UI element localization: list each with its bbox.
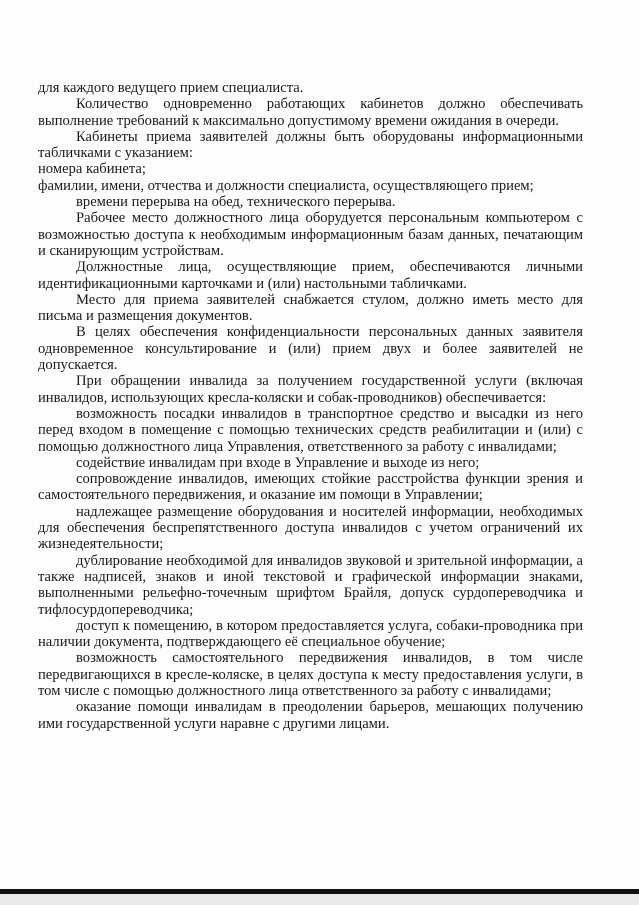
paragraph-17: доступ к помещению, в котором предоставляется услуга, собаки-проводника при наличии документа, подтверждающего её специальное обучение; bbox=[38, 617, 583, 651]
paragraph-12: возможность посадки инвалидов в транспортное средство и высадки из него перед входом в помещение с помощью технических средств реабилитации и (или) с помощью должностного лица Управления, ответственного за работу с инвалидами; bbox=[38, 405, 583, 455]
paragraph-4: номера кабинета; bbox=[38, 161, 146, 178]
paragraph-2: Количество одновременно работающих кабинетов должно обеспечивать выполнение требований к максимально допустимому времени ожидания в очереди. bbox=[38, 96, 583, 129]
paragraph-7: Рабочее место должностного лица оборудуется персональным компьютером с возможностью доступа к необходимым информационным базам данных, печатающим и сканирующим устройствам. bbox=[38, 210, 583, 259]
paragraph-8: Должностные лица, осуществляющие прием, обеспечиваются личными идентификационными карточками и (или) настольными табличками. bbox=[38, 259, 583, 292]
paragraph-1: для каждого ведущего прием специалиста. bbox=[38, 80, 304, 96]
paragraph-11: При обращении инвалида за получением государственной услуги (включая инвалидов, использующих кресла-коляски и собак-проводников) обеспечивается: bbox=[38, 373, 583, 406]
paragraph-3: Кабинеты приема заявителей должны быть оборудованы информационными табличками с указанием: bbox=[38, 128, 583, 162]
paragraph-14: сопровождение инвалидов, имеющих стойкие расстройства функции зрения и самостоятельного передвижения, и оказание им помощи в Управлении; bbox=[38, 471, 583, 504]
paragraph-19: оказание помощи инвалидам в преодолении барьеров, мешающих получению ими государственной услуги наравне с другими лицами. bbox=[38, 699, 583, 732]
document-body bbox=[38, 80, 583, 732]
paragraph-16: дублирование необходимой для инвалидов звуковой и зрительной информации, а также надписей, знаков и иной текстовой и графической информации знаками, выполненными рельефно-точечным шрифтом Брайля, допуск сурдопереводчика и тифлосурдопереводчика; bbox=[38, 552, 583, 618]
paragraph-6: времени перерыва на обед, технического перерыва. bbox=[76, 194, 396, 211]
paragraph-5: фамилии, имени, отчества и должности специалиста, осуществляющего прием; bbox=[38, 177, 534, 194]
paragraph-10: В целях обеспечения конфиденциальности персональных данных заявителя одновременное консультирование и (или) прием двух и более заявителей не допускается. bbox=[38, 324, 583, 374]
paragraph-15: надлежащее размещение оборудования и носителей информации, необходимых для обеспечения беспрепятственного доступа инвалидов с учетом ограничений их жизнедеятельности; bbox=[38, 503, 583, 553]
paragraph-18: возможность самостоятельного передвижения инвалидов, в том числе передвигающихся в кресле-коляске, в целях доступа к месту предоставления услуги, в том числе с помощью должностного лица ответственного за работу с инвалидами; bbox=[38, 650, 583, 699]
scan-margin bbox=[0, 894, 639, 905]
paragraph-13: содействие инвалидам при входе в Управление и выходе из него; bbox=[76, 454, 480, 471]
paragraph-9: Место для приема заявителей снабжается стулом, должно иметь место для письма и размещения документов. bbox=[38, 291, 583, 325]
